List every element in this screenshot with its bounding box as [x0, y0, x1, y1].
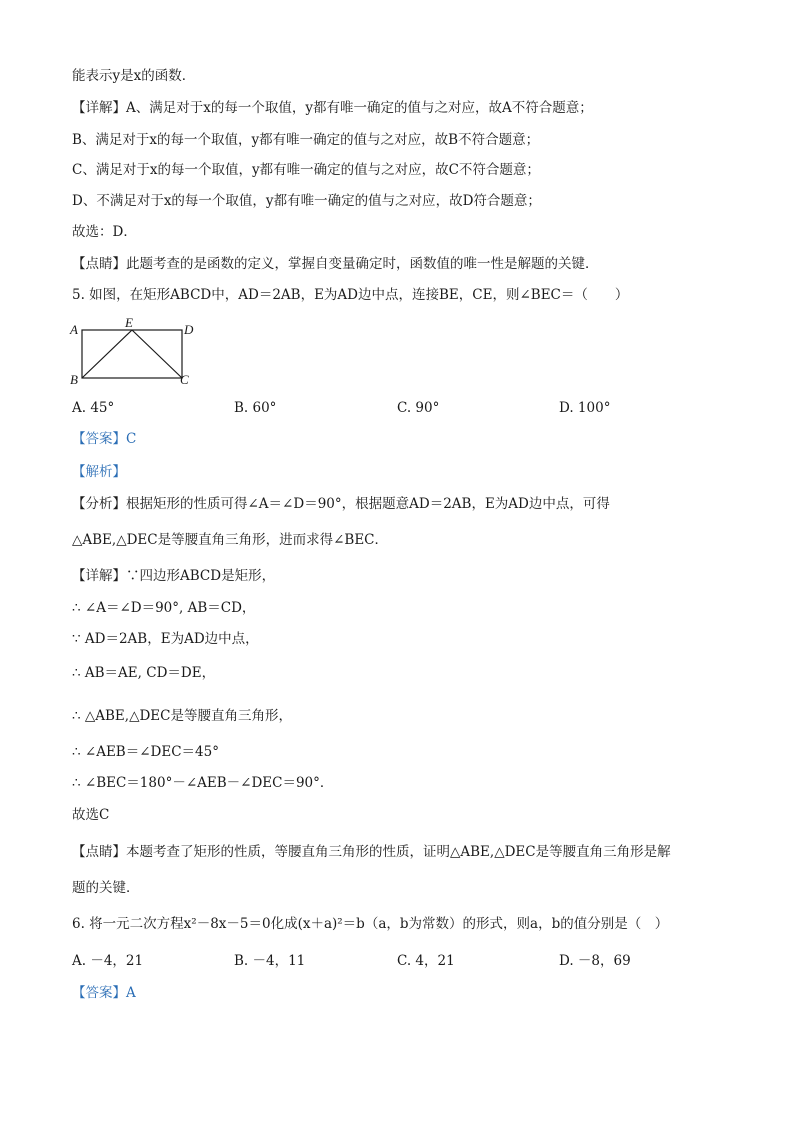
label-d: D [184, 322, 194, 337]
option-c: C. 4，21 [397, 953, 455, 969]
text-line: 【分析】根据矩形的性质可得∠A＝∠D＝90°，根据题意AD＝2AB，E为AD边中点，可得 [72, 496, 610, 512]
text-line: 题的关键． [72, 880, 140, 896]
text-line: 故选：D． [72, 224, 137, 240]
option-d: D. 100° [559, 400, 611, 416]
label-b: B [70, 372, 78, 387]
text-line: ∴ ∠A＝∠D＝90°, AB＝CD， [72, 600, 256, 616]
text-line: 能表示y是x的函数． [72, 68, 196, 84]
rectangle-figure [66, 314, 206, 394]
label-e: E [125, 315, 133, 330]
question-6: 6. 将一元二次方程x²－8x－5＝0化成(x＋a)²＝b（a，b为常数）的形式，则a，b的值分别是（ ） [72, 916, 669, 932]
label-c: C [180, 372, 189, 387]
text-line: 【详解】∵四边形ABCD是矩形， [72, 568, 276, 584]
answer-label: 【答案】A [72, 985, 136, 1001]
text-line: B、满足对于x的每一个取值，y都有唯一确定的值与之对应，故B不符合题意； [72, 132, 540, 148]
text-line: ∴ AB＝AE, CD＝DE， [72, 665, 216, 681]
segment-ce [132, 330, 182, 378]
rectangle-abcd [82, 330, 182, 378]
text-line: 【点睛】此题考查的是函数的定义，掌握自变量确定时，函数值的唯一性是解题的关键． [72, 256, 599, 272]
option-b: B. 60° [234, 400, 277, 416]
text-line: ∵ AD＝2AB，E为AD边中点， [72, 631, 259, 647]
text-line: ∴ ∠BEC＝180°－∠AEB－∠DEC＝90°． [72, 775, 334, 791]
answer-label: 【答案】C [72, 431, 137, 447]
text-line: D、不满足对于x的每一个取值，y都有唯一确定的值与之对应，故D符合题意； [72, 193, 541, 209]
question-5: 5. 如图，在矩形ABCD中，AD＝2AB，E为AD边中点，连接BE，CE，则∠BEC＝（ ） [72, 287, 629, 303]
text-line: 【点睛】本题考查了矩形的性质，等腰直角三角形的性质，证明△ABE,△DEC是等腰直角三角形是解 [72, 844, 671, 860]
option-a: A. 45° [72, 400, 115, 416]
text-line: 故选C [72, 807, 110, 823]
text-line: 【详解】A、满足对于x的每一个取值，y都有唯一确定的值与之对应，故A不符合题意； [72, 100, 593, 116]
option-a: A. －4，21 [72, 953, 144, 969]
text-line: ∴ ∠AEB＝∠DEC＝45° [72, 744, 219, 760]
option-d: D. －8，69 [559, 953, 631, 969]
label-a: A [70, 322, 78, 337]
text-line: △ABE,△DEC是等腰直角三角形，进而求得∠BEC． [72, 532, 389, 548]
option-c: C. 90° [397, 400, 440, 416]
segment-be [82, 330, 132, 378]
option-b: B. －4，11 [234, 953, 306, 969]
text-line: ∴ △ABE,△DEC是等腰直角三角形， [72, 708, 292, 724]
text-line: C、满足对于x的每一个取值，y都有唯一确定的值与之对应，故C不符合题意； [72, 162, 540, 178]
analysis-label: 【解析】 [72, 464, 126, 480]
